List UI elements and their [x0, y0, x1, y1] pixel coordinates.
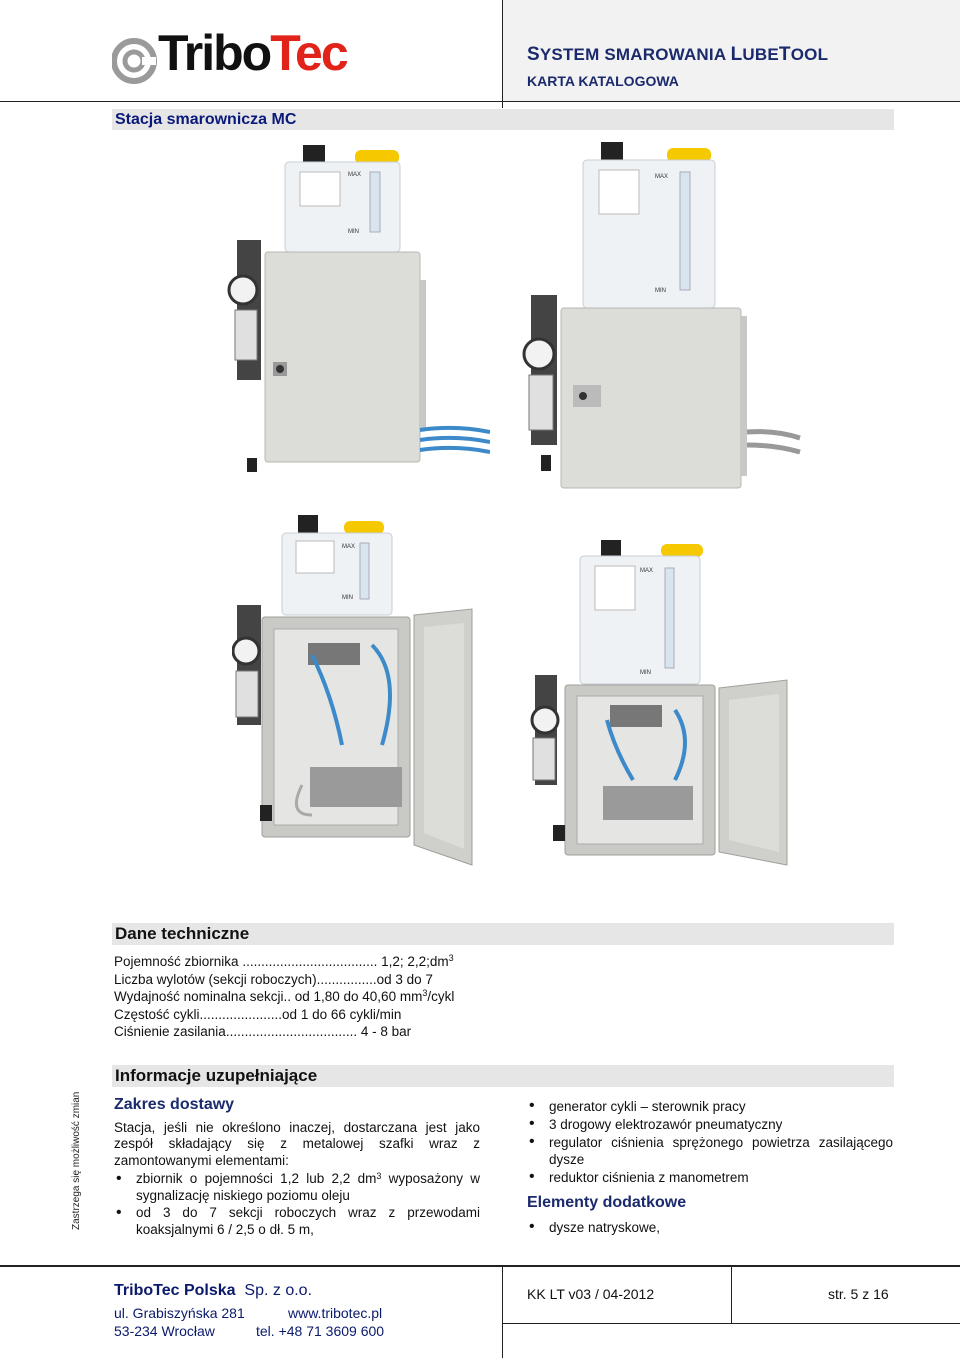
- photo-station-open-small: [232, 515, 487, 875]
- tech-dots: .: [287, 989, 295, 1004]
- tech-label: Pojemność zbiornika: [114, 954, 243, 969]
- list-item: • generator cykli – sterownik pracy: [527, 1098, 893, 1115]
- svg-text:MAX: MAX: [348, 172, 362, 178]
- tech-value: od 1 do 66 cykli/min: [282, 1006, 402, 1022]
- svg-text:MIN: MIN: [640, 670, 651, 676]
- tech-dots: ................: [316, 971, 377, 987]
- footer-divider: [0, 1265, 960, 1267]
- footer-divider-mid: [503, 1323, 960, 1324]
- footer-address: [114, 1304, 384, 1340]
- footer-web: www.tribotec.pl: [288, 1305, 383, 1321]
- tech-dots: ......................: [199, 1006, 283, 1022]
- tech-dots: ....................................: [242, 954, 378, 969]
- tech-row: [114, 953, 454, 971]
- component-list: [527, 1098, 893, 1186]
- tech-value: 4 - 8 bar: [357, 1024, 412, 1039]
- system-title: SYSTEM SMAROWANIA LUBETOOL: [527, 44, 829, 65]
- tech-value: od 1,80 do 40,60 mm: [294, 989, 423, 1004]
- tech-label: Ciśnienie zasilania: [114, 1024, 226, 1039]
- tech-heading: Dane techniczne: [112, 923, 894, 945]
- logo-tribo: Tribo: [158, 25, 271, 81]
- tech-dots: ...................................: [225, 1024, 358, 1039]
- info-heading: Informacje uzupełniające: [112, 1065, 894, 1087]
- tech-row: [114, 1023, 454, 1041]
- delivery-intro: Stacja, jeśli nie określono inaczej, dostarczana jest jako zespół składający się z metalowej szafki wraz z zamontowanymi elementami:: [114, 1119, 480, 1168]
- delivery-scope-continued: [527, 1096, 893, 1237]
- svg-text:MAX: MAX: [640, 568, 654, 574]
- list-item: • 3 drogowy elektrozawór pneumatyczny: [527, 1116, 893, 1133]
- tech-row: [114, 971, 454, 989]
- side-note: Zastrzega się możliwość zmian: [71, 1091, 82, 1230]
- header-divider-vertical: [502, 0, 503, 108]
- photo-station-closed-large: [515, 140, 805, 492]
- catalog-subtitle: KARTA KATALOGOWA: [527, 73, 679, 89]
- svg-text:MAX: MAX: [342, 544, 356, 550]
- tech-sup: 3: [448, 953, 454, 963]
- list-item: • dysze natryskowe,: [527, 1219, 893, 1236]
- header-divider-horizontal: [0, 101, 960, 102]
- list-item: • od 3 do 7 sekcji roboczych wraz z przewodami koaksjalnymi 6 / 2,5 o dł. 5 m,: [114, 1205, 480, 1238]
- photo-station-closed-small: [215, 140, 490, 480]
- extra-heading: Elementy dodatkowe: [527, 1194, 687, 1211]
- svg-text:MIN: MIN: [348, 229, 359, 235]
- tech-label: Wydajność nominalna sekcji.: [114, 989, 288, 1004]
- tech-label: Liczba wylotów (sekcji roboczych): [114, 971, 317, 987]
- extra-list: [527, 1219, 893, 1236]
- delivery-list: [114, 1171, 480, 1238]
- logo-tec: Tec: [270, 25, 347, 81]
- tech-row: [114, 1006, 454, 1024]
- svg-text:MAX: MAX: [655, 174, 669, 180]
- tech-sup: 3: [422, 988, 428, 998]
- svg-text:MIN: MIN: [342, 595, 353, 601]
- footer-divider-vertical-2: [731, 1265, 732, 1324]
- footer-doc-code: KK LT v03 / 04-2012: [527, 1286, 655, 1302]
- footer-city: 53-234 Wrocław: [114, 1323, 215, 1339]
- tech-tail: /cykl: [427, 989, 455, 1004]
- delivery-heading: Zakres dostawy: [114, 1096, 235, 1113]
- delivery-scope: [114, 1097, 480, 1239]
- logo-wordmark: [158, 25, 347, 81]
- tech-value: 1,2; 2,2;dm: [377, 954, 449, 969]
- footer-street: ul. Grabiszyńska 281: [114, 1305, 245, 1321]
- footer-divider-vertical: [502, 1265, 503, 1358]
- list-item: • zbiornik o pojemności 1,2 lub 2,2 $dm^3$ wyposażony w sygnalizację niskiego poziomu oleju: [114, 1171, 480, 1204]
- tech-data: [114, 953, 454, 1041]
- photo-station-open-large: [515, 540, 795, 875]
- list-item: • reduktor ciśnienia z manometrem: [527, 1169, 893, 1186]
- tech-value: od 3 do 7: [376, 971, 433, 987]
- list-item: • regulator ciśnienia sprężonego powietrza zasilającego dysze: [527, 1134, 893, 1168]
- tech-label: Częstość cykli: [114, 1006, 200, 1022]
- footer-page-number: str. 5 z 16: [828, 1286, 889, 1302]
- svg-text:MIN: MIN: [655, 288, 666, 294]
- product-title: Stacja smarownicza MC: [112, 109, 894, 130]
- tech-row: [114, 988, 454, 1006]
- footer-company: TriboTec Polska Sp. z o.o.: [114, 1282, 313, 1299]
- footer-phone: tel. +48 71 3609 600: [256, 1323, 385, 1339]
